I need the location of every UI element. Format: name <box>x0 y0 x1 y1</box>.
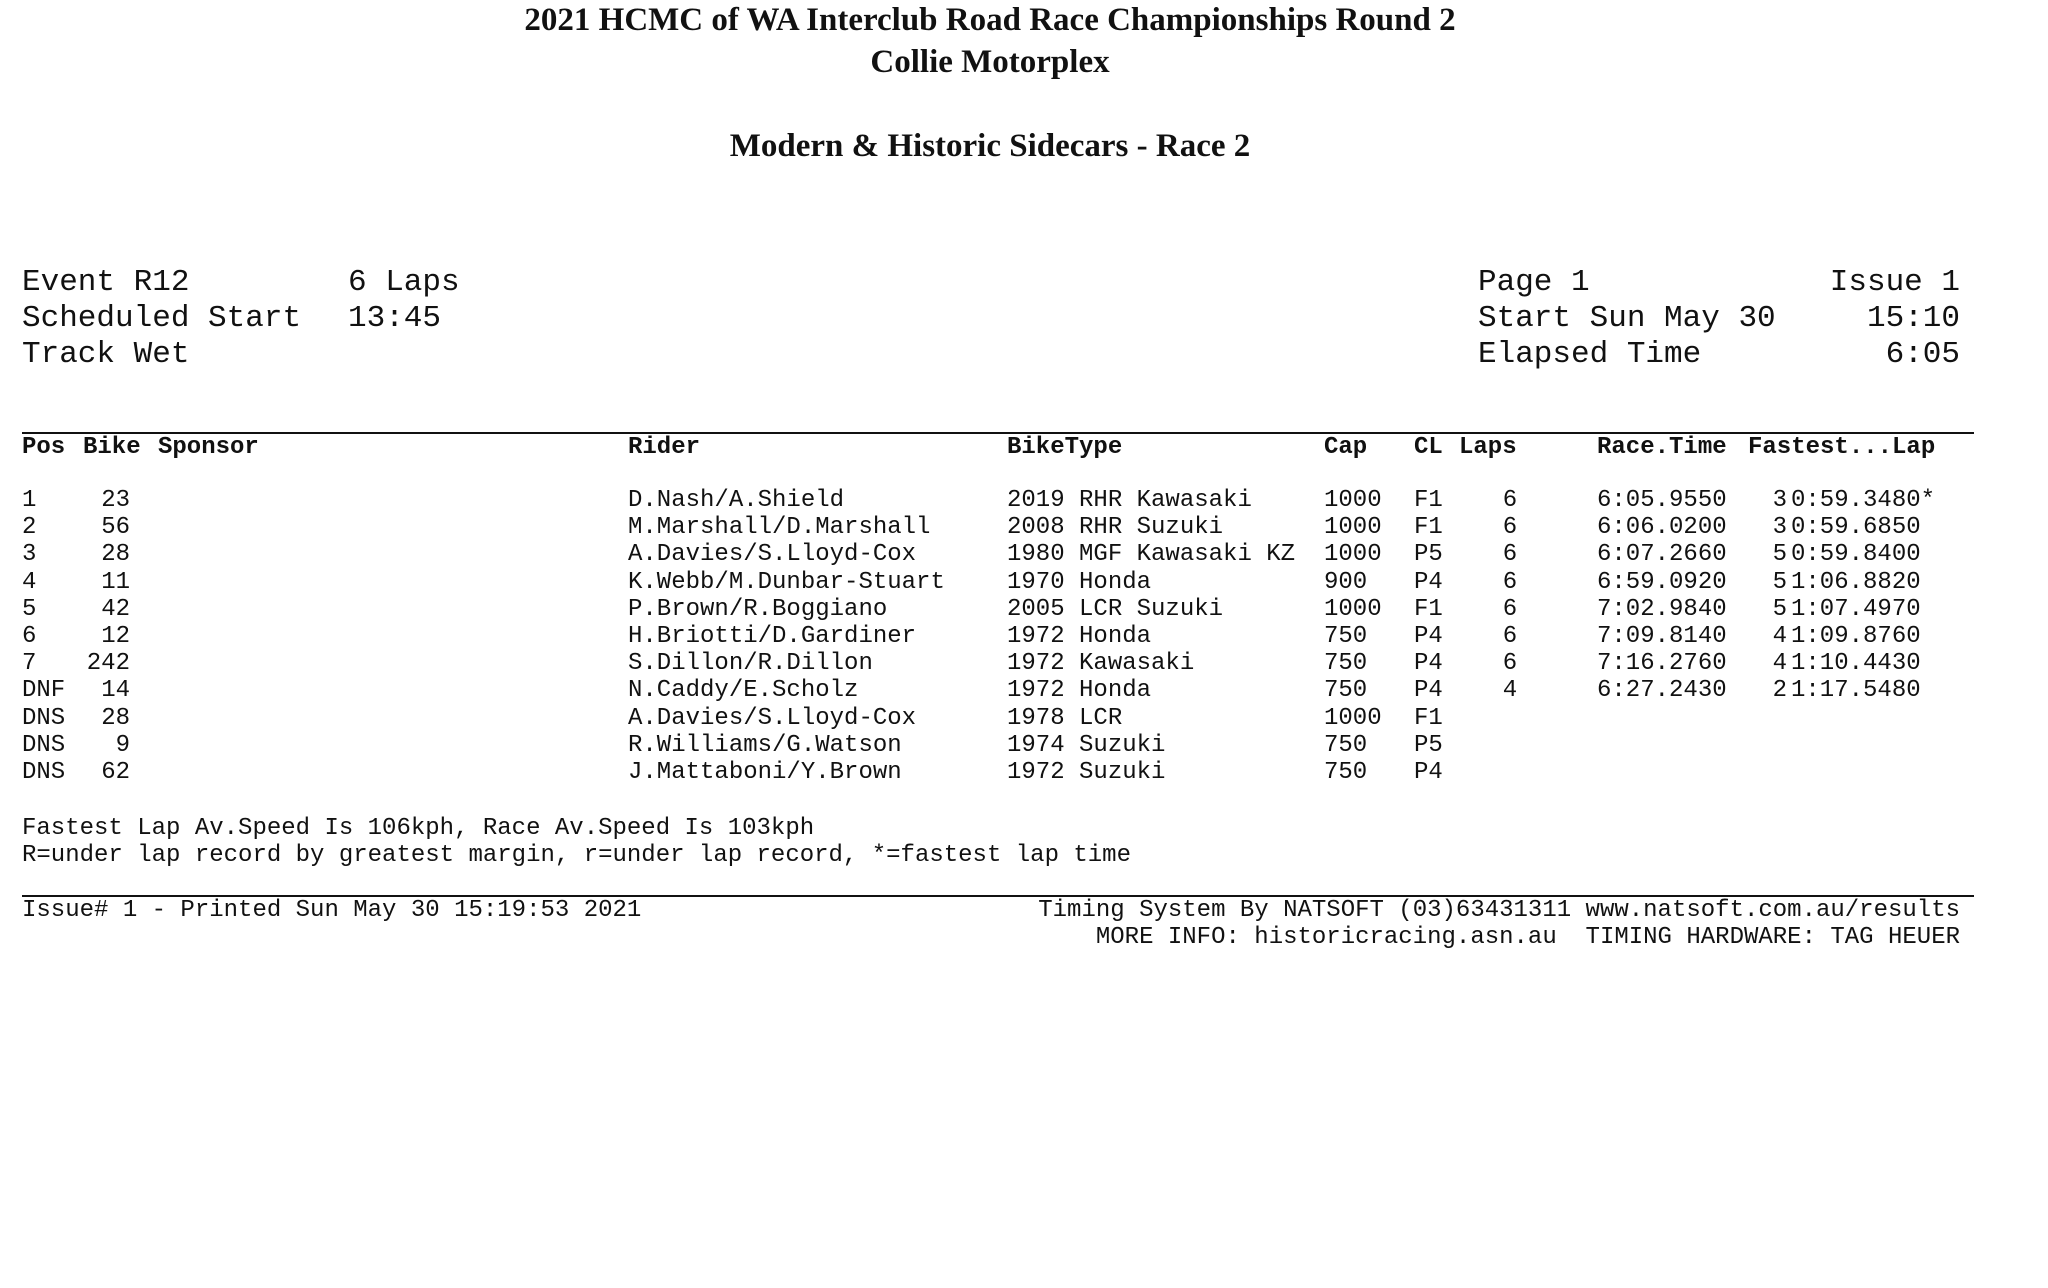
cell-cap: 900 <box>1324 568 1368 596</box>
elapsed-label: Elapsed Time <box>1478 337 1702 372</box>
cell-rider: M.Marshall/D.Marshall <box>628 514 931 542</box>
cell-laps: 6 <box>1502 650 1518 678</box>
table-header <box>0 434 2048 461</box>
cell-racetime: 6:07.2660 <box>1597 541 1727 569</box>
cell-pos: 1 <box>22 487 37 514</box>
cell-biketype: 1980 MGF Kawasaki KZ <box>1007 541 1296 569</box>
cell-racetime: 7:16.2760 <box>1597 650 1727 678</box>
cell-fasttime: 0:59.6850 <box>1791 514 1921 542</box>
table-row <box>0 514 2048 541</box>
cell-pos: 6 <box>22 623 37 650</box>
cell-pos: DNS <box>22 704 66 732</box>
cell-bike: 242 <box>86 650 130 678</box>
cell-bike: 56 <box>101 514 130 542</box>
cell-racetime: 7:09.8140 <box>1597 623 1727 650</box>
cell-fasttime: 1:07.4970 <box>1791 595 1921 623</box>
cell-laps: 6 <box>1502 568 1518 596</box>
cell-racetime: 6:05.9550 <box>1597 487 1727 514</box>
cell-pos: 4 <box>22 568 37 596</box>
cell-laps: 6 <box>1502 514 1518 542</box>
cell-pos: 2 <box>22 514 37 542</box>
cell-fastlap: 4 <box>1772 650 1787 678</box>
cell-cl: P4 <box>1414 759 1443 786</box>
page-number: Page 1 <box>1478 265 1590 300</box>
cell-bike: 11 <box>101 568 130 596</box>
cell-pos: 7 <box>22 650 37 678</box>
cell-cl: F1 <box>1414 704 1443 732</box>
cell-fastlap: 5 <box>1772 541 1787 569</box>
cell-fasttime: 0:59.3480* <box>1791 487 1936 514</box>
printed-info: Issue# 1 - Printed Sun May 30 15:19:53 2021 <box>22 897 642 924</box>
cell-laps: 6 <box>1502 487 1518 514</box>
cell-fasttime: 1:17.5480 <box>1791 677 1921 705</box>
cell-bike: 42 <box>101 595 130 623</box>
cell-fastlap: 3 <box>1772 487 1787 514</box>
cell-bike: 28 <box>101 541 130 569</box>
cell-rider: H.Briotti/D.Gardiner <box>628 623 917 650</box>
cell-pos: 5 <box>22 595 37 623</box>
col-fastest: Fastest...Lap <box>1748 434 1936 461</box>
cell-biketype: 2019 RHR Kawasaki <box>1007 487 1252 514</box>
cell-fasttime: 1:10.4430 <box>1791 650 1921 678</box>
cell-bike: 9 <box>115 731 130 759</box>
cell-rider: P.Brown/R.Boggiano <box>628 595 888 623</box>
legend-note: R=under lap record by greatest margin, r=under lap record, *=fastest lap time <box>22 842 1131 869</box>
table-row <box>0 596 2048 623</box>
table-row <box>0 759 2048 786</box>
col-cl: CL <box>1414 434 1443 461</box>
table-row <box>0 569 2048 596</box>
table-row <box>0 487 2048 514</box>
cell-biketype: 1974 Suzuki <box>1007 731 1166 759</box>
cell-fastlap: 2 <box>1772 677 1787 705</box>
cell-racetime: 6:27.2430 <box>1597 677 1727 705</box>
track-condition: Track Wet <box>22 337 190 372</box>
cell-cap: 1000 <box>1324 487 1382 514</box>
col-laps: Laps <box>1459 434 1517 461</box>
table-row <box>0 732 2048 759</box>
col-cap: Cap <box>1324 434 1368 461</box>
cell-rider: S.Dillon/R.Dillon <box>628 650 873 678</box>
scheduled-start-label: Scheduled Start <box>22 301 302 336</box>
table-row <box>0 650 2048 677</box>
cell-racetime: 6:06.0200 <box>1597 514 1727 542</box>
cell-racetime: 7:02.9840 <box>1597 595 1727 623</box>
cell-bike: 12 <box>101 623 130 650</box>
col-rider: Rider <box>628 434 701 461</box>
cell-cap: 750 <box>1324 650 1368 678</box>
cell-cap: 750 <box>1324 677 1368 705</box>
venue-title: Collie Motorplex <box>870 44 1110 80</box>
cell-cl: P4 <box>1414 623 1443 650</box>
start-label: Start Sun May 30 <box>1478 301 1776 336</box>
cell-bike: 14 <box>101 677 130 705</box>
cell-rider: J.Mattaboni/Y.Brown <box>628 759 902 786</box>
cell-bike: 28 <box>101 704 130 732</box>
cell-cap: 750 <box>1324 623 1368 650</box>
cell-rider: K.Webb/M.Dunbar-Stuart <box>628 568 945 596</box>
table-row <box>0 705 2048 732</box>
cell-cl: P5 <box>1414 541 1443 569</box>
cell-cap: 1000 <box>1324 595 1382 623</box>
cell-biketype: 1972 Kawasaki <box>1007 650 1195 678</box>
event-laps: 6 Laps <box>348 265 460 300</box>
cell-biketype: 2005 LCR Suzuki <box>1007 595 1224 623</box>
table-row <box>0 541 2048 568</box>
cell-biketype: 1972 Honda <box>1007 677 1152 705</box>
cell-rider: N.Caddy/E.Scholz <box>628 677 859 705</box>
cell-biketype: 1978 LCR <box>1007 704 1123 732</box>
cell-fastlap: 5 <box>1772 568 1787 596</box>
cell-rider: A.Davies/S.Lloyd-Cox <box>628 704 917 732</box>
cell-fasttime: 0:59.8400 <box>1791 541 1921 569</box>
col-sponsor: Sponsor <box>158 434 259 461</box>
cell-pos: DNS <box>22 759 66 786</box>
issue-number: Issue 1 <box>1829 265 1960 300</box>
cell-cap: 1000 <box>1324 704 1382 732</box>
col-racetime: Race.Time <box>1597 434 1727 461</box>
cell-laps: 6 <box>1502 595 1518 623</box>
cell-biketype: 2008 RHR Suzuki <box>1007 514 1224 542</box>
cell-cl: P5 <box>1414 731 1443 759</box>
cell-cap: 1000 <box>1324 541 1382 569</box>
cell-biketype: 1972 Suzuki <box>1007 759 1166 786</box>
col-biketype: BikeType <box>1007 434 1123 461</box>
cell-rider: A.Davies/S.Lloyd-Cox <box>628 541 917 569</box>
cell-bike: 23 <box>101 487 130 514</box>
speed-note: Fastest Lap Av.Speed Is 106kph, Race Av.Speed Is 103kph <box>22 815 815 842</box>
cell-pos: DNS <box>22 731 66 759</box>
cell-bike: 62 <box>101 759 130 786</box>
scheduled-start-time: 13:45 <box>348 301 442 336</box>
cell-cap: 750 <box>1324 731 1368 759</box>
table-row <box>0 677 2048 704</box>
col-bike: Bike <box>83 434 141 461</box>
cell-cl: P4 <box>1414 568 1443 596</box>
event-label: Event R12 <box>22 265 190 300</box>
cell-biketype: 1972 Honda <box>1007 623 1152 650</box>
elapsed-time: 6:05 <box>1885 337 1960 372</box>
cell-pos: DNF <box>22 677 66 705</box>
cell-rider: D.Nash/A.Shield <box>628 487 845 514</box>
more-info: MORE INFO: historicracing.asn.au TIMING HARDWARE: TAG HEUER <box>1095 924 1960 951</box>
cell-laps: 6 <box>1502 541 1518 569</box>
col-pos: Pos <box>22 434 66 461</box>
start-time: 15:10 <box>1866 301 1960 336</box>
cell-fasttime: 1:06.8820 <box>1791 568 1921 596</box>
page-title: 2021 HCMC of WA Interclub Road Race Championships Round 2 <box>524 2 1456 38</box>
cell-laps: 6 <box>1502 623 1518 650</box>
cell-cl: F1 <box>1414 595 1443 623</box>
cell-fastlap: 4 <box>1772 623 1787 650</box>
cell-cl: F1 <box>1414 487 1443 514</box>
cell-racetime: 6:59.0920 <box>1597 568 1727 596</box>
timing-system-info: Timing System By NATSOFT (03)63431311 www.natsoft.com.au/results <box>1038 897 1960 924</box>
cell-rider: R.Williams/G.Watson <box>628 731 902 759</box>
cell-biketype: 1970 Honda <box>1007 568 1152 596</box>
cell-fastlap: 3 <box>1772 514 1787 542</box>
cell-cap: 1000 <box>1324 514 1382 542</box>
cell-cl: P4 <box>1414 677 1443 705</box>
cell-fastlap: 5 <box>1772 595 1787 623</box>
cell-laps: 4 <box>1502 677 1518 705</box>
cell-cl: P4 <box>1414 650 1443 678</box>
table-row <box>0 623 2048 650</box>
race-title: Modern & Historic Sidecars - Race 2 <box>729 128 1251 164</box>
cell-fasttime: 1:09.8760 <box>1791 623 1921 650</box>
cell-cl: F1 <box>1414 514 1443 542</box>
cell-pos: 3 <box>22 541 37 569</box>
cell-cap: 750 <box>1324 759 1368 786</box>
